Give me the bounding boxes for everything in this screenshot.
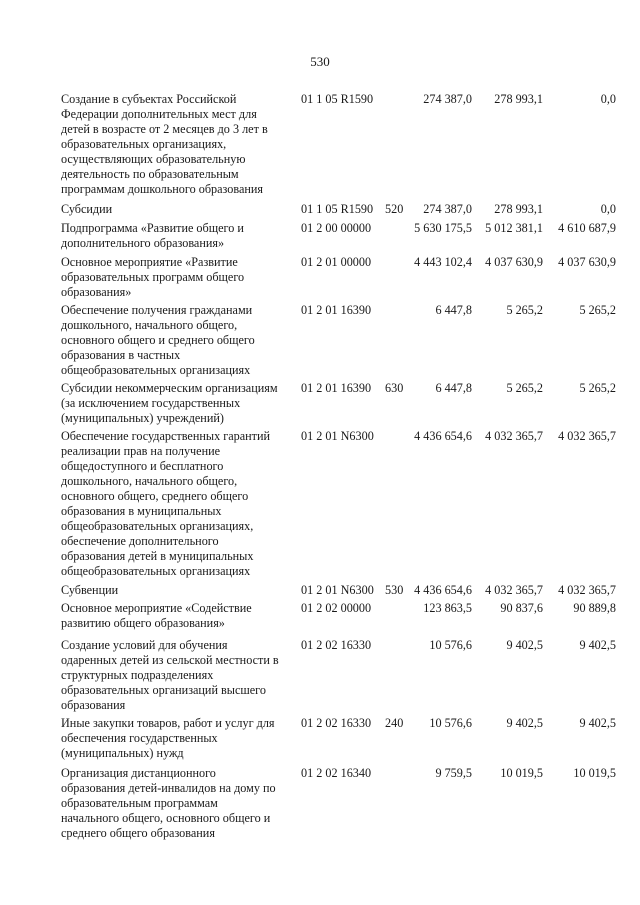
row-code: 01 2 01 16390 <box>301 381 372 395</box>
row-name: Основное мероприятие «Развитие образовательных программ общего образования» <box>61 255 245 299</box>
row-kind: 520 <box>385 202 404 216</box>
row-code: 01 2 02 16330 <box>301 638 372 652</box>
row-name: Субсидии некоммерческим организациям (за исключением государственных (муниципальных) учреждений) <box>61 381 278 425</box>
row-value-1: 274 387,0 <box>423 92 472 106</box>
row-value-3: 90 889,8 <box>573 601 616 615</box>
row-value-2: 4 032 365,7 <box>485 583 543 597</box>
row-value-3: 4 032 365,7 <box>558 429 616 443</box>
row-name: Обеспечение получения гражданами дошкольного, начального общего, основного общего и среднего общего образования в частных общеобразовательных организациях <box>61 303 255 377</box>
row-name: Организация дистанционного образования детей-инвалидов на дому по образовательным программам начального общего, основного общего и среднего общего образования <box>61 766 276 840</box>
row-value-1: 9 759,5 <box>435 766 472 780</box>
row-name: Субсидии <box>61 202 113 216</box>
row-value-1: 4 443 102,4 <box>414 255 472 269</box>
page-number: 530 <box>310 54 330 69</box>
row-value-3: 9 402,5 <box>579 716 616 730</box>
row-value-2: 10 019,5 <box>500 766 543 780</box>
row-value-1: 10 576,6 <box>429 638 472 652</box>
row-name: Обеспечение государственных гарантий реализации прав на получение общедоступного и бесплатного дошкольного, начального общего, основного общего, среднего общего образования в муниципальных общеобразовательных организациях, обеспечение дополнительного образования детей в муниципальных общеобразовательных организациях <box>61 429 271 578</box>
row-name: Создание в субъектах Российской Федерации дополнительных мест для детей в возрасте от 2 месяцев до 3 лет в образовательных организациях, осуществляющих образовательную деятельность по образовательным программам дошкольного образования <box>61 92 268 196</box>
row-value-2: 5 265,2 <box>506 381 543 395</box>
row-name: Основное мероприятие «Содействие развитию общего образования» <box>61 601 252 630</box>
row-value-1: 6 447,8 <box>435 381 472 395</box>
row-code: 01 2 01 16390 <box>301 303 372 317</box>
row-value-1: 10 576,6 <box>429 716 472 730</box>
row-code: 01 2 00 00000 <box>301 221 372 235</box>
row-value-1: 6 447,8 <box>435 303 472 317</box>
row-value-3: 5 265,2 <box>579 381 616 395</box>
row-value-1: 5 630 175,5 <box>414 221 472 235</box>
row-name: Субвенции <box>61 583 119 597</box>
row-kind: 530 <box>385 583 404 597</box>
row-code: 01 2 01 00000 <box>301 255 372 269</box>
row-kind: 240 <box>385 716 404 730</box>
row-value-1: 4 436 654,6 <box>414 429 472 443</box>
row-value-2: 9 402,5 <box>506 638 543 652</box>
row-name: Иные закупки товаров, работ и услуг для обеспечения государственных (муниципальных) нужд <box>61 716 275 760</box>
row-value-3: 4 037 630,9 <box>558 255 616 269</box>
row-value-2: 5 265,2 <box>506 303 543 317</box>
row-value-2: 9 402,5 <box>506 716 543 730</box>
row-value-1: 4 436 654,6 <box>414 583 472 597</box>
row-value-2: 4 032 365,7 <box>485 429 543 443</box>
row-name: Создание условий для обучения одаренных детей из сельской местности в структурных подразделениях образовательных организаций высшего образования <box>61 638 279 712</box>
row-value-2: 90 837,6 <box>500 601 543 615</box>
row-value-2: 278 993,1 <box>494 92 543 106</box>
row-value-3: 0,0 <box>600 202 616 216</box>
row-value-3: 5 265,2 <box>579 303 616 317</box>
row-code: 01 2 02 16330 <box>301 716 372 730</box>
row-code: 01 2 02 00000 <box>301 601 372 615</box>
row-value-3: 4 610 687,9 <box>558 221 616 235</box>
row-value-1: 123 863,5 <box>423 601 472 615</box>
row-name: Подпрограмма «Развитие общего и дополнительного образования» <box>61 221 244 250</box>
row-value-2: 5 012 381,1 <box>485 221 543 235</box>
row-value-3: 4 032 365,7 <box>558 583 616 597</box>
row-kind: 630 <box>385 381 404 395</box>
row-value-3: 9 402,5 <box>579 638 616 652</box>
row-code: 01 1 05 R1590 <box>301 202 374 216</box>
row-value-2: 4 037 630,9 <box>485 255 543 269</box>
row-value-1: 274 387,0 <box>423 202 472 216</box>
row-value-3: 10 019,5 <box>573 766 616 780</box>
row-code: 01 1 05 R1590 <box>301 92 374 106</box>
row-value-3: 0,0 <box>600 92 616 106</box>
row-code: 01 2 01 N6300 <box>301 429 374 443</box>
row-code: 01 2 01 N6300 <box>301 583 374 597</box>
row-value-2: 278 993,1 <box>494 202 543 216</box>
row-code: 01 2 02 16340 <box>301 766 372 780</box>
